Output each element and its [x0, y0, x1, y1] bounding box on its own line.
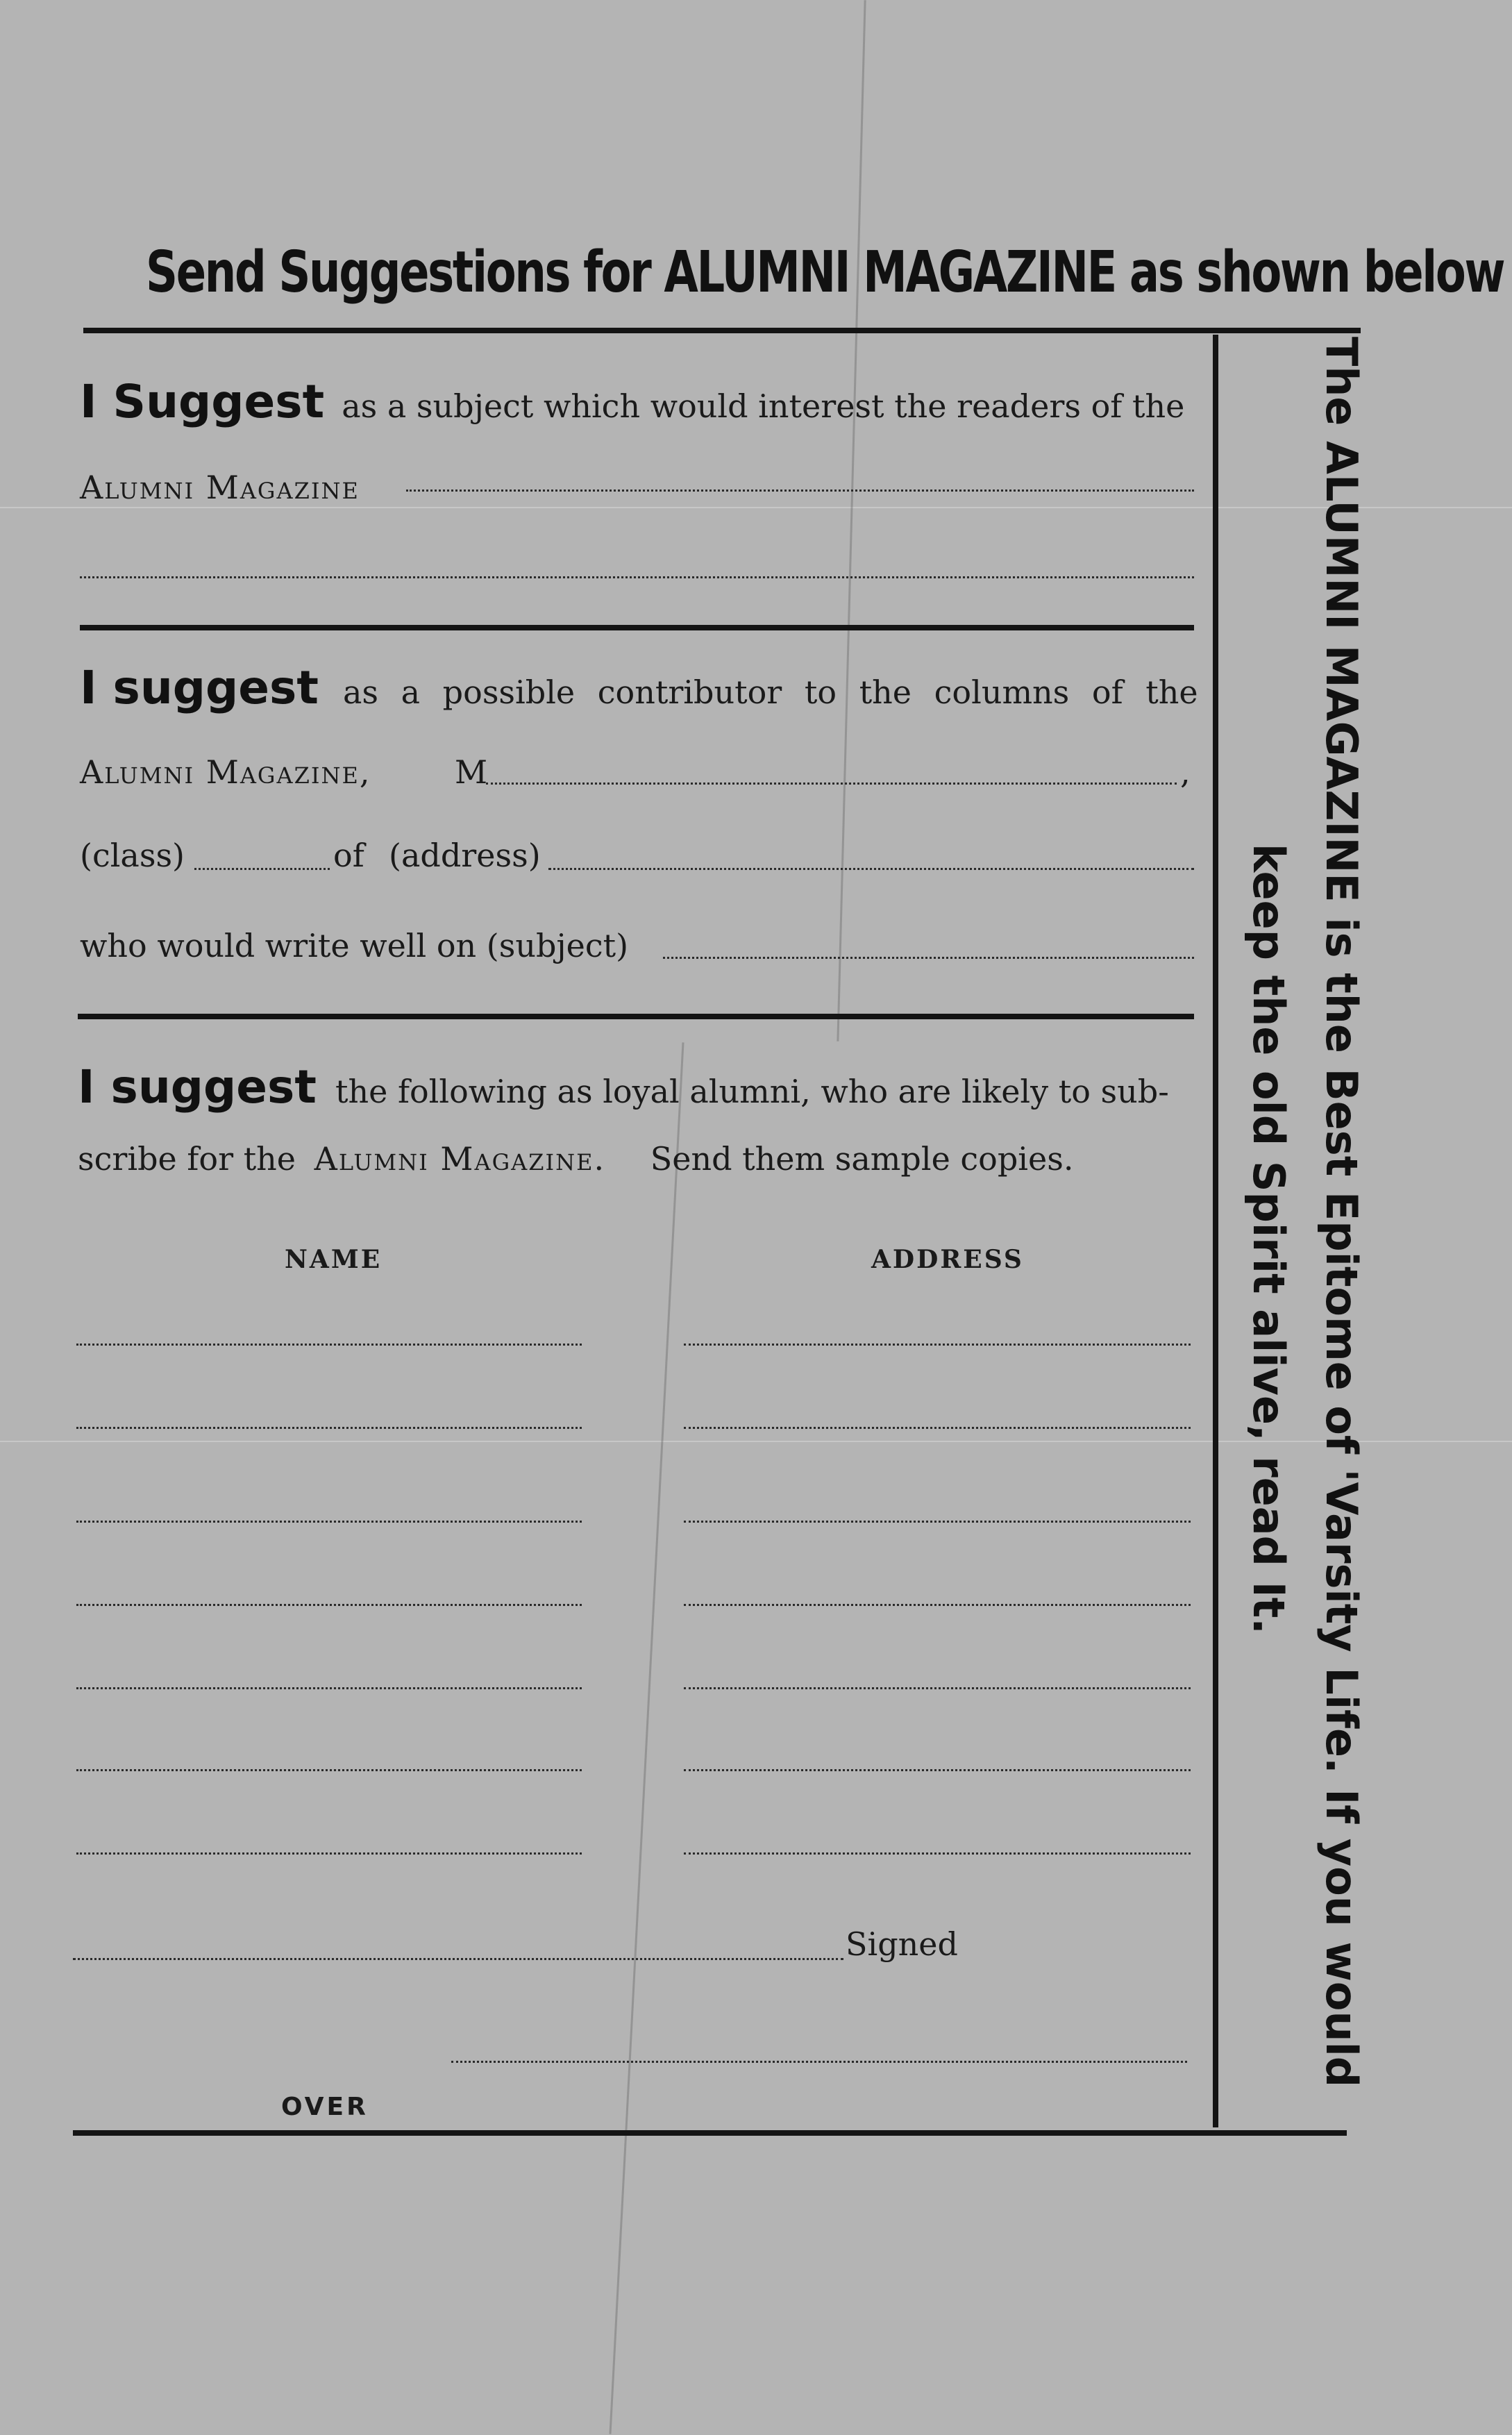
name-field[interactable] [76, 1604, 582, 1606]
name-field[interactable] [76, 1852, 582, 1855]
name-field[interactable] [76, 1344, 582, 1346]
name-field[interactable] [76, 1521, 582, 1523]
section-text: as a possible contributor to the columns of the [342, 673, 1198, 711]
form-heading: Send Suggestions for ALUMNI MAGAZINE as shown below [146, 240, 1504, 306]
section-subject [80, 375, 1201, 428]
address-field[interactable] [684, 1687, 1191, 1689]
address-column-header: ADDRESS [871, 1245, 1024, 1274]
heading-rule [83, 328, 1361, 333]
mister-prefix: M [455, 753, 488, 791]
address-field[interactable] [684, 1521, 1191, 1523]
paper-crease [609, 1042, 684, 2434]
of-label: of [333, 837, 364, 874]
address-field[interactable] [684, 1852, 1191, 1855]
address-field[interactable] [684, 1769, 1191, 1771]
address-field[interactable] [548, 868, 1194, 870]
magazine-name: Alumni Magazine, [80, 753, 371, 791]
slogan-line-2: keep the old Spirit alive, read It. [1243, 844, 1294, 1634]
over-label: OVER [281, 2093, 369, 2121]
subject-field[interactable] [663, 957, 1194, 959]
address-label: (address) [389, 837, 541, 874]
sidebar-divider [1213, 335, 1218, 2127]
section-lead: I suggest [80, 661, 319, 714]
subscribe-line [78, 1140, 1073, 1178]
section-lead: I suggest [78, 1060, 317, 1114]
class-field[interactable] [194, 868, 330, 870]
subject-label: who would write well on (subject) [80, 927, 629, 964]
section-rule [78, 1014, 1194, 1019]
section-text: the following as loyal alumni, who are likely to sub- [335, 1073, 1169, 1110]
magazine-name: Alumni Magazine. [314, 1140, 606, 1178]
sidebar-slogan [1239, 337, 1378, 2100]
subject-field-line-2[interactable] [80, 576, 1194, 578]
name-field[interactable] [76, 1687, 582, 1689]
section-subscribers [78, 1060, 1199, 1114]
signature-field[interactable] [73, 1958, 843, 1960]
address-field[interactable] [684, 1344, 1191, 1346]
class-label: (class) [80, 837, 185, 874]
address-field[interactable] [684, 1604, 1191, 1606]
subject-field-line-1[interactable] [406, 489, 1194, 492]
section-contributor [80, 661, 1201, 714]
paper-crease [837, 0, 866, 1041]
signed-label: Signed [846, 1925, 958, 1963]
section-text: as a subject which would interest the readers of the [342, 387, 1185, 425]
name-field[interactable] [76, 1769, 582, 1771]
magazine-name: Alumni Magazine [80, 469, 360, 506]
name-field[interactable] [76, 1427, 582, 1429]
section-text: Send them sample copies. [650, 1140, 1074, 1178]
name-column-header: NAME [285, 1245, 383, 1274]
slogan-line-1: The ALUMNI MAGAZINE is the Best Epitome of 'Varsity Life. If you would [1316, 337, 1367, 2088]
address-field[interactable] [684, 1427, 1191, 1429]
bottom-rule [73, 2130, 1347, 2136]
section-lead: I Suggest [80, 375, 325, 428]
signer-address-field[interactable] [451, 2061, 1187, 2063]
section-rule [80, 625, 1194, 630]
comma: , [1180, 753, 1191, 791]
contributor-name-field[interactable] [486, 783, 1177, 785]
section-text: scribe for the [78, 1140, 296, 1178]
